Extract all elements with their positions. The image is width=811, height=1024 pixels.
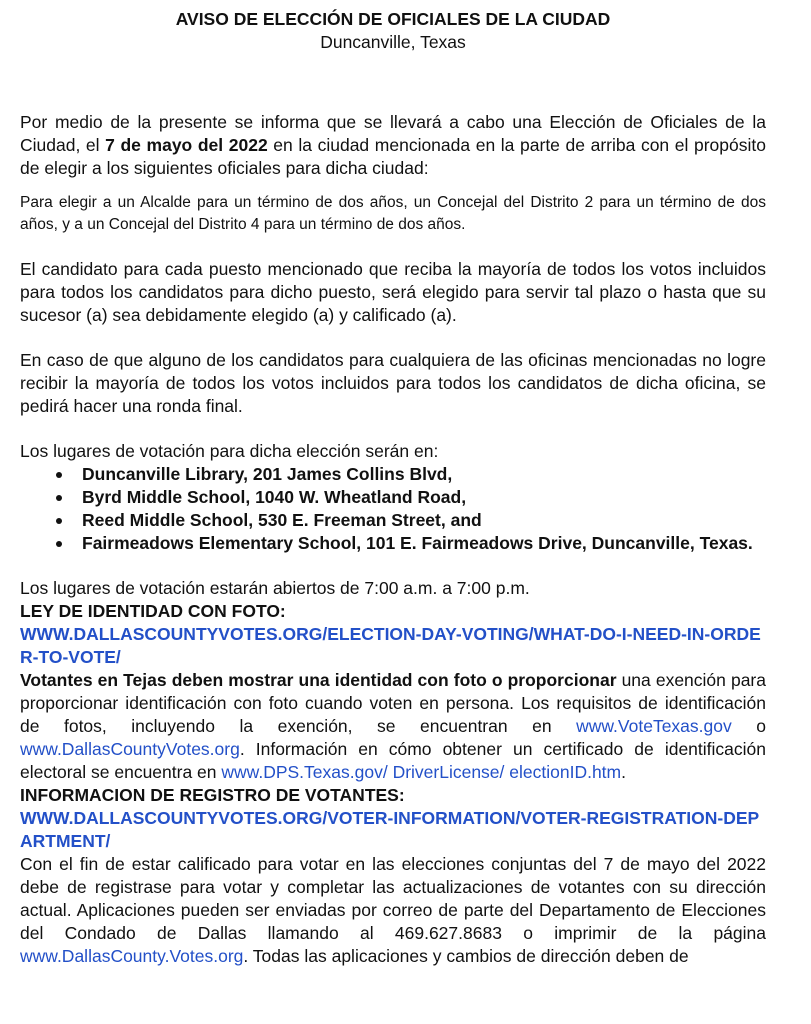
polling-locations-list xyxy=(20,463,766,555)
runoff-paragraph: En caso de que alguno de los candidatos para cualquiera de las oficinas mencionadas no logre recibir la mayoría de todos los votos incluidos para todos los candidatos de dicha oficina, se pedirá hacer una ronda final. xyxy=(20,350,766,416)
photo-id-text: . xyxy=(621,762,626,782)
polling-location-item: Fairmeadows Elementary School, 101 E. Fairmeadows Drive, Duncanville, Texas. xyxy=(54,532,766,555)
photo-id-text: o xyxy=(731,716,766,736)
intro-text-start: Por medio de la presente se informa que se llevará a cabo una Elección de Oficiales de la Ciudad, el xyxy=(20,112,766,155)
photo-id-text: una exención para proporcionar identificación con foto cuando voten en persona. Los requisitos de identificación de fotos, incluyendo la exención, se encuentran en xyxy=(20,670,766,736)
notice-subtitle: Duncanville, Texas xyxy=(320,32,466,52)
photo-id-bold-lead: Votantes en Tejas deben mostrar una identidad con foto o proporcionar xyxy=(20,670,617,690)
photo-id-heading: LEY DE IDENTIDAD CON FOTO: xyxy=(20,601,286,621)
majority-paragraph: El candidato para cada puesto mencionado que reciba la mayoría de todos los votos incluidos para todos los candidatos para dicho puesto, será elegido para servir tal plazo o hasta que su sucesor (a) sea debidamente elegido (a) y calificado (a). xyxy=(20,259,766,325)
polling-location-item: Reed Middle School, 530 E. Freeman Street, and xyxy=(54,509,766,532)
election-date: 7 de mayo del 2022 xyxy=(105,135,268,155)
dps-election-id-link[interactable]: www.DPS.Texas.gov/ DriverLicense/ electionID.htm xyxy=(221,762,622,782)
offices-paragraph: Para elegir a un Alcalde para un término de dos años, un Concejal del Distrito 2 para un término de dos años, y a un Concejal del Distrito 4 para un término de dos años. xyxy=(20,194,766,233)
polling-hours: Los lugares de votación estarán abiertos de 7:00 a.m. a 7:00 p.m. xyxy=(20,578,530,598)
locations-intro: Los lugares de votación para dicha elección serán en: xyxy=(20,441,439,461)
photo-id-url-link[interactable]: WWW.DALLASCOUNTYVOTES.ORG/ELECTION-DAY-VOTING/WHAT-DO-I-NEED-IN-ORDER-TO-VOTE/ xyxy=(20,624,761,667)
registration-paragraph xyxy=(20,853,766,968)
polling-location-item: Byrd Middle School, 1040 W. Wheatland Road, xyxy=(54,486,766,509)
election-notice-document xyxy=(20,8,766,968)
votetexas-link[interactable]: www.VoteTexas.gov xyxy=(576,716,732,736)
registration-text: . Todas las aplicaciones y cambios de dirección deben de xyxy=(243,946,689,966)
intro-paragraph xyxy=(20,111,766,180)
photo-id-paragraph xyxy=(20,669,766,784)
registration-text: Con el fin de estar calificado para votar en las elecciones conjuntas del 7 de mayo del 2022 debe de registrase para votar y completar las actualizaciones de votantes con su dirección actual. Aplicaciones pueden ser enviadas por correo de parte del Departamento de Elecciones del Condado de Dallas llamando al 469.627.8683 o imprimir de la página xyxy=(20,854,766,943)
dallascounty-votes-link[interactable]: www.DallasCounty.Votes.org xyxy=(20,946,244,966)
polling-location-item: Duncanville Library, 201 James Collins Blvd, xyxy=(54,463,766,486)
registration-heading: INFORMACION DE REGISTRO DE VOTANTES: xyxy=(20,785,405,805)
dallascountyvotes-link[interactable]: www.DallasCountyVotes.org xyxy=(20,739,240,759)
intro-text-end: en la ciudad mencionada en la parte de arriba con el propósito de elegir a los siguientes oficiales para dicha ciudad: xyxy=(20,135,766,178)
photo-id-text: . Información en cómo obtener un certificado de identificación electoral se encuentra en xyxy=(20,739,766,782)
registration-url-link[interactable]: WWW.DALLASCOUNTYVOTES.ORG/VOTER-INFORMATION/VOTER-REGISTRATION-DEPARTMENT/ xyxy=(20,808,760,851)
notice-title: AVISO DE ELECCIÓN DE OFICIALES DE LA CIUDAD xyxy=(175,9,611,29)
